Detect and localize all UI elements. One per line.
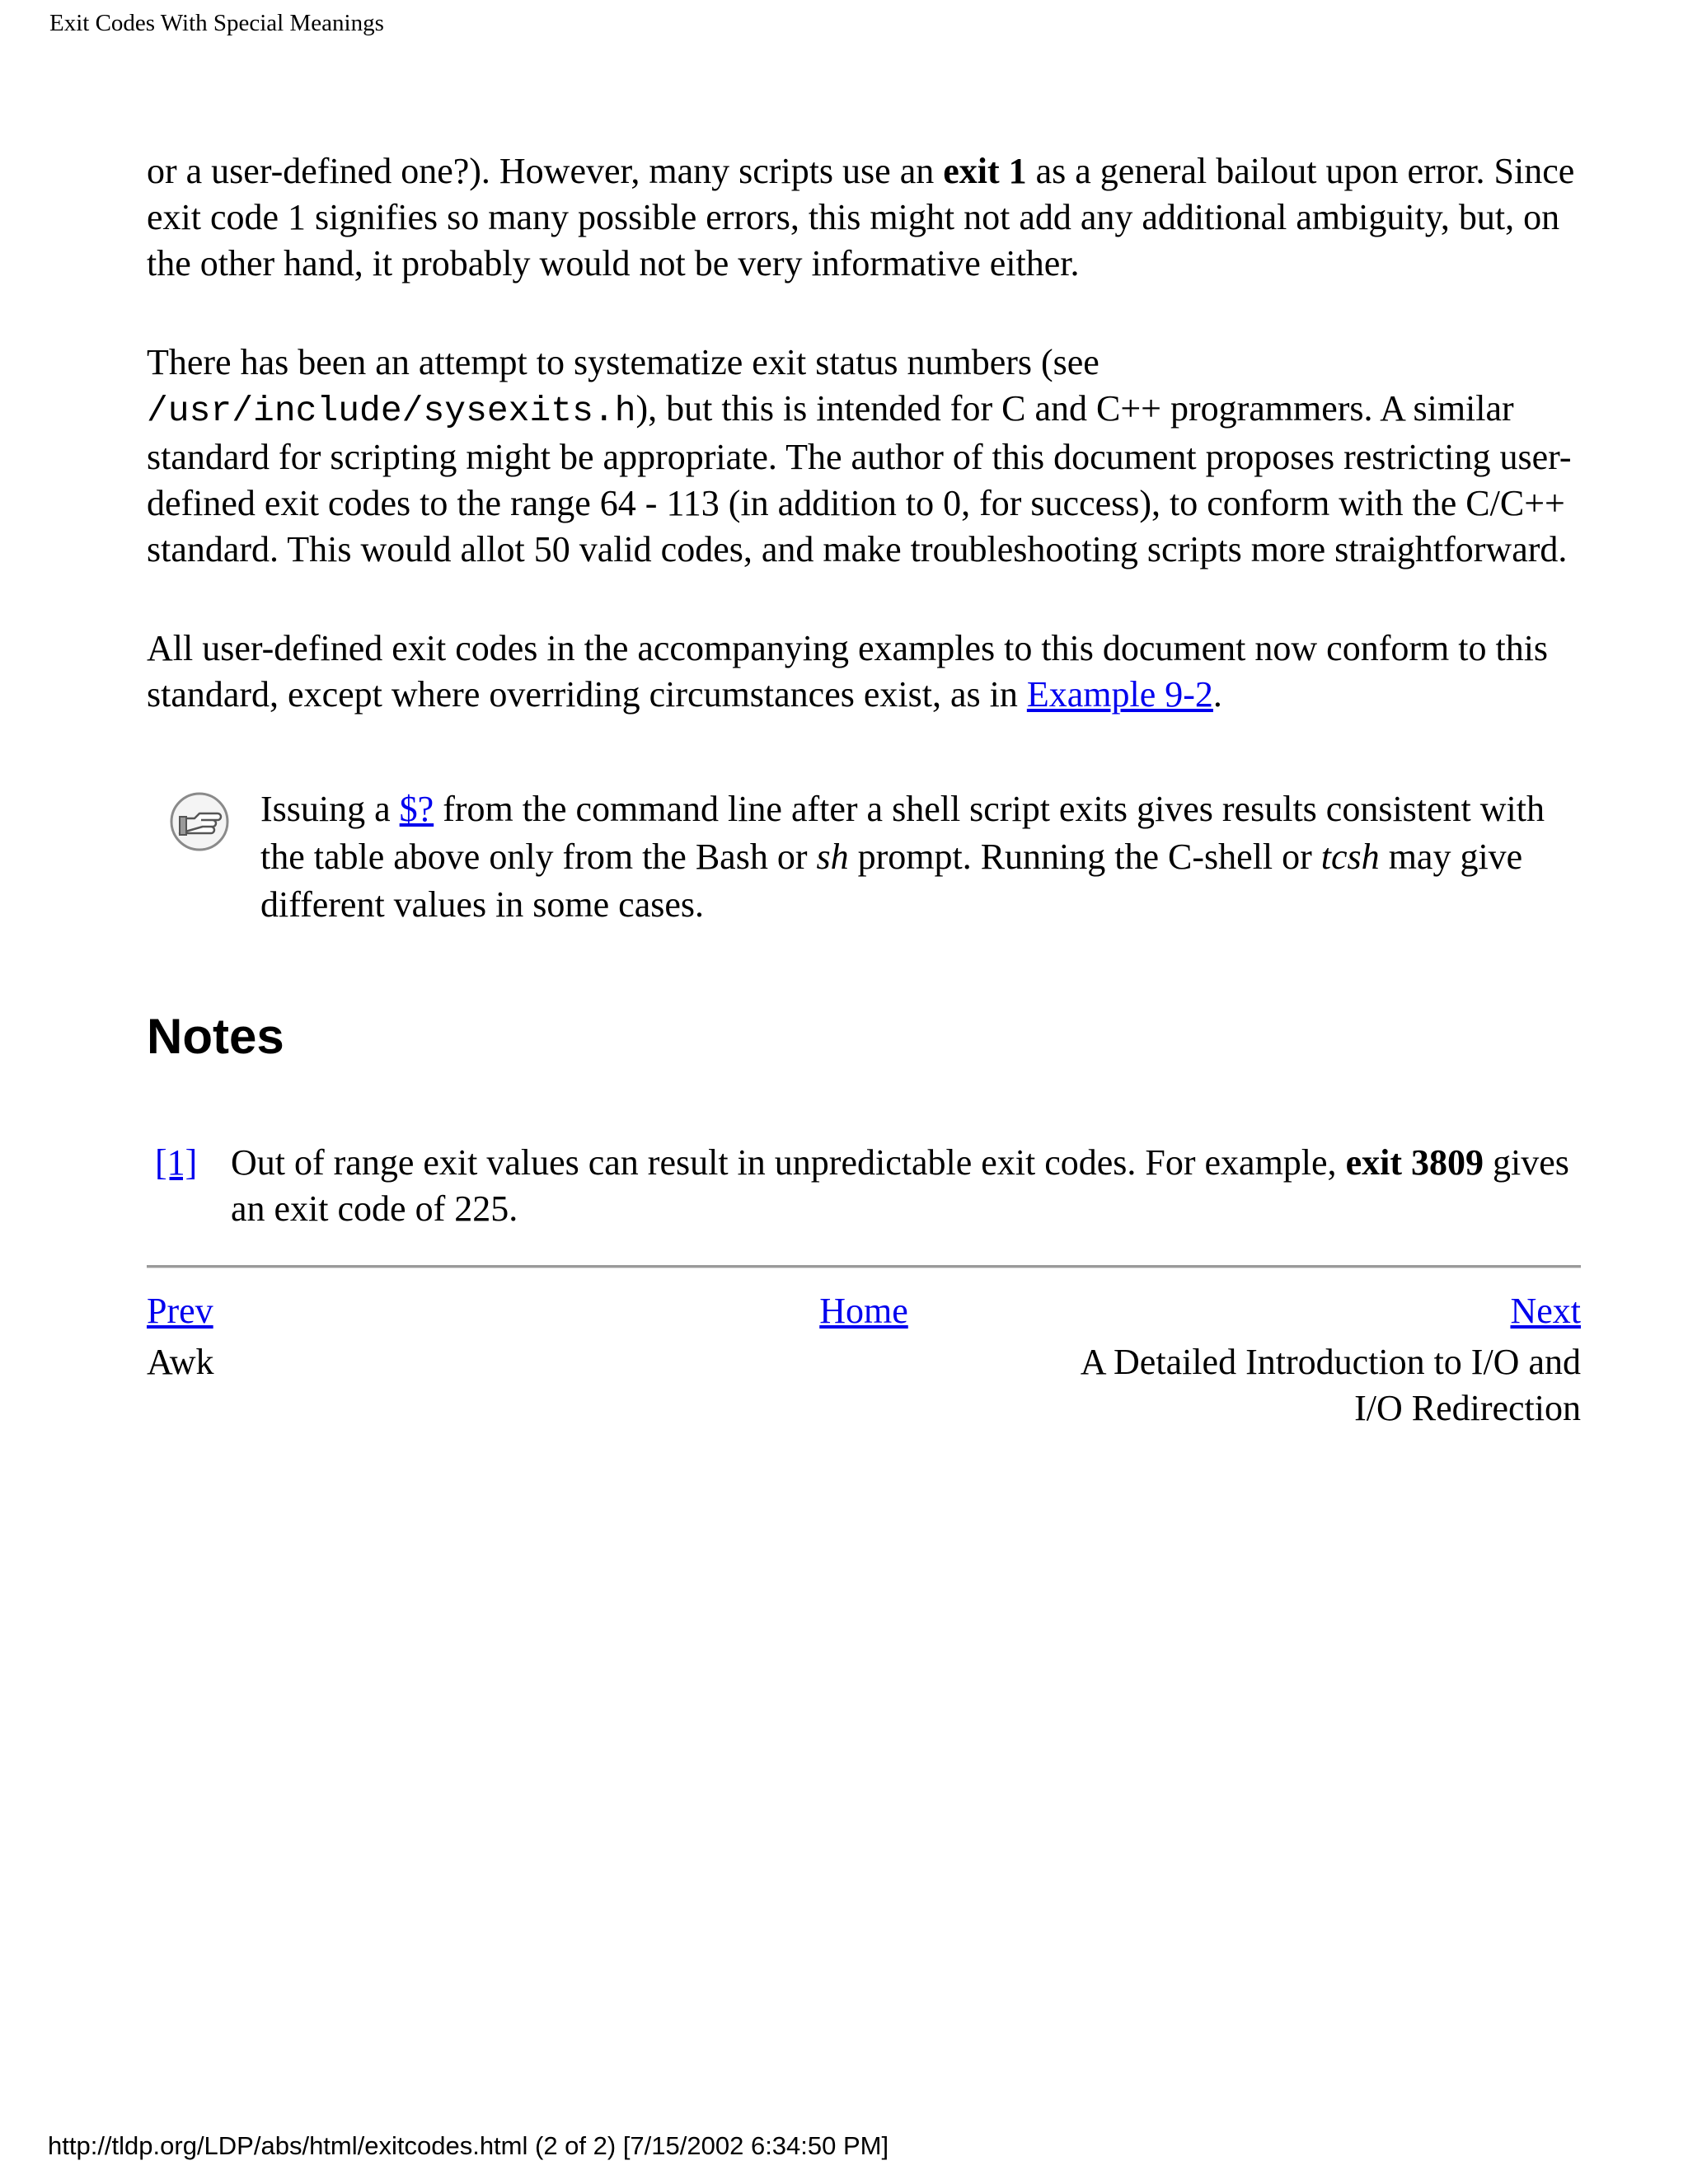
note-text-part: Issuing a	[260, 789, 400, 829]
home-link[interactable]: Home	[819, 1291, 908, 1331]
italic-text: tcsh	[1320, 837, 1380, 877]
footnote-text: Out of range exit values can result in unpredictable exit codes. For example,	[231, 1142, 1346, 1183]
divider	[147, 1265, 1581, 1268]
note-box	[147, 785, 1581, 929]
paragraph-text: as a general bailout upon error. Since exit code 1 signifies so many possible errors, this might not add any additional ambiguity, but, on the other hand, it probably would not be very informative either.	[147, 151, 1575, 284]
paragraph-text: .	[1212, 674, 1222, 715]
paragraph-text: ), but this is intended for C and C++ programmers. A similar standard for scripting might be appropriate. The author of this document proposes restricting user-defined exit codes to the range 64 - 113 (in addition to 0, for success), to conform with the C/C++ standard. This would allot 50 valid codes, and make troubleshooting scripts more straightforward.	[147, 388, 1572, 569]
next-link[interactable]: Next	[1510, 1291, 1581, 1331]
paragraph-text: All user-defined exit codes in the accompanying examples to this document now conform to this standard, except where overriding circumstances exist, as in	[147, 628, 1549, 715]
prev-page-title: Awk	[147, 1342, 214, 1382]
footnote-mark-link[interactable]: [1]	[155, 1142, 198, 1183]
paragraph-text: or a user-defined one?). However, many scripts use an	[147, 151, 944, 191]
bold-text: exit 1	[943, 151, 1027, 191]
example-9-2-link[interactable]: Example 9-2	[1026, 674, 1213, 715]
page-content	[147, 148, 1581, 1453]
note-text-part: prompt. Running the C-shell or	[848, 837, 1321, 877]
paragraph-conform	[147, 626, 1581, 718]
print-header: Exit Codes With Special Meanings	[49, 10, 384, 36]
footnote	[147, 1140, 1581, 1232]
bold-text: exit 3809	[1345, 1142, 1484, 1183]
prev-link[interactable]: Prev	[147, 1291, 213, 1331]
notes-heading: Notes	[147, 1009, 284, 1064]
pointing-hand-icon	[168, 790, 231, 853]
note-text-part: from the command line after a shell script exits gives results consistent with the table above only from the Bash or	[260, 789, 1545, 877]
paragraph-exit-one	[147, 148, 1581, 287]
next-page-title: A Detailed Introduction to I/O and I/O Redirection	[1080, 1342, 1581, 1428]
navigation-footer	[147, 1288, 1581, 1453]
footnote-text: gives an exit code of 225.	[231, 1142, 1569, 1229]
file-path: /usr/include/sysexits.h	[147, 391, 636, 431]
italic-text: sh	[816, 837, 849, 877]
note-text	[260, 785, 1581, 929]
paragraph-sysexits	[147, 340, 1581, 573]
note-text-part: may give different values in some cases.	[260, 837, 1523, 925]
exit-status-link[interactable]: $?	[399, 789, 434, 829]
print-footer: http://tldp.org/LDP/abs/html/exitcodes.html (2 of 2) [7/15/2002 6:34:50 PM]	[48, 2131, 889, 2160]
paragraph-text: There has been an attempt to systematize exit status numbers (see	[147, 342, 1100, 382]
home-link-container	[147, 1288, 1581, 1334]
